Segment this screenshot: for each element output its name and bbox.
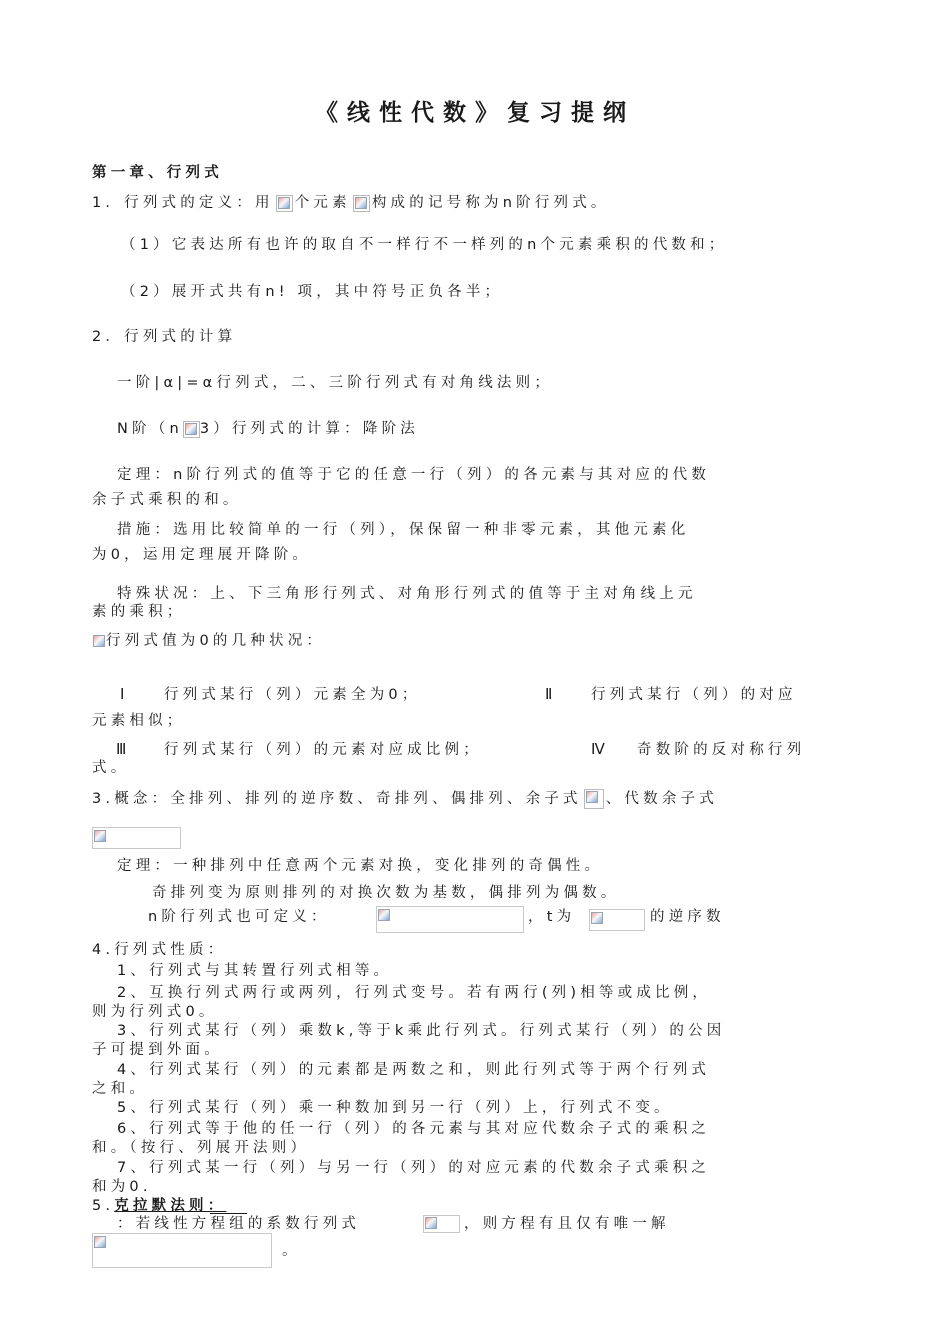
zero-case-2-continued: 元素相似； (92, 713, 186, 729)
roman-numeral-4: Ⅳ (591, 742, 610, 758)
formula-image-box (92, 1233, 272, 1268)
property-4-line-2: 之和。 (92, 1081, 149, 1097)
formula-image-box (92, 827, 181, 849)
alt-definition-text-b: ，t为 (528, 909, 576, 925)
properties-heading: 4.行列式性质： (92, 942, 227, 958)
zero-case-1: 行列式某行（列）元素全为0； (164, 687, 421, 703)
concepts-line (92, 789, 718, 809)
n-order-line (117, 420, 419, 438)
property-7-line-2: 和为0. (92, 1179, 152, 1195)
definition-text-b: 个元素 (294, 195, 351, 211)
definition-line (92, 194, 610, 212)
property-7-line-1: 7、行列式某一行（列）与另一行（列）的对应元素的代数余子式乘积之 (117, 1160, 711, 1176)
special-case-line-2: 素的乘积； (92, 604, 186, 620)
roman-numeral-3: Ⅲ (116, 742, 131, 758)
odd-permutation-note: 奇排列变为原则排列的对换次数为基数，偶排列为偶数。 (152, 885, 620, 901)
property-6-line-2: 和。（按行、列展开法则） (92, 1140, 310, 1156)
roman-numeral-1: Ⅰ (120, 687, 129, 703)
alt-definition-text-c: 的逆序数 (650, 909, 725, 925)
cramer-heading (92, 1197, 226, 1215)
zero-cases-heading (92, 632, 325, 650)
definition-point-1: （1）它表达所有也许的取自不一样行不一样列的n个元素乘积的代数和； (121, 237, 728, 253)
document-title: 《线性代数》复习提纲 (315, 100, 635, 126)
cramer-underline-extension (210, 1213, 247, 1214)
zero-case-4-continued: 式。 (92, 760, 130, 776)
property-4-line-1: 4、行列式某行（列）的元素都是两数之和，则此行列式等于两个行列式 (117, 1062, 711, 1078)
broken-image-icon (92, 634, 106, 649)
n-order-text-a: N阶（n (117, 421, 183, 437)
property-2-line-2: 则为行列式0。 (92, 1004, 218, 1020)
formula-image-icon (584, 789, 604, 809)
zero-case-3: 行列式某行（列）的元素对应成比例； (164, 742, 482, 758)
property-2-line-1: 2、互换行列式两行或两列，行列式变号。若有两行(列)相等或成比例， (117, 985, 712, 1001)
permutation-theorem: 定理：一种排列中任意两个元素对换，变化排列的奇偶性。 (117, 858, 604, 874)
roman-numeral-2: Ⅱ (545, 687, 557, 703)
definition-text-a: 1．行列式的定义：用 (92, 195, 274, 211)
formula-image-box (423, 1215, 460, 1233)
alt-definition-text-a: n阶行列式也可定义： (148, 909, 330, 925)
formula-image-icon (183, 421, 200, 438)
method-line-2: 为0，运用定理展开降阶。 (92, 547, 312, 563)
cramer-text-b: ，则方程有且仅有唯一解 (464, 1216, 670, 1232)
special-case-line-1: 特殊状况：上、下三角形行列式、对角形行列式的值等于主对角线上元 (117, 586, 697, 602)
zero-case-2: 行列式某行（列）的对应 (591, 687, 797, 703)
zero-cases-text: 行列式值为0的几种状况： (106, 633, 326, 649)
theorem-line-2: 余子式乘积的和。 (92, 492, 242, 508)
formula-image-box (376, 906, 524, 933)
definition-text-c: 构成的记号称为n阶行列式。 (371, 195, 610, 211)
definition-point-2: （2）展开式共有n! 项，其中符号正负各半； (121, 284, 504, 300)
formula-image-icon (353, 195, 370, 212)
formula-image-box (589, 909, 645, 931)
low-order-rule: 一阶|α|=α行列式，二、三阶行列式有对角线法则； (117, 375, 554, 391)
zero-case-4: 奇数阶的反对称行列 (637, 742, 806, 758)
cramer-text-a: ：若线性方程组的系数行列式 (117, 1216, 361, 1232)
theorem-line-1: 定理：n阶行列式的值等于它的任意一行（列）的各元素与其对应的代数 (117, 467, 711, 483)
method-line-1: 措施：选用比较简单的一行（列），保保留一种非零元素，其他元素化 (117, 522, 690, 538)
concepts-text-b: 、代数余子式 (605, 791, 718, 807)
property-1: 1、行列式与其转置行列式相等。 (117, 963, 393, 979)
section-heading-calculation: 2．行列式的计算 (92, 329, 237, 345)
property-3-line-2: 子可提到外面。 (92, 1042, 223, 1058)
concepts-text-a: 3.概念：全排列、排列的逆序数、奇排列、偶排列、余子式 (92, 791, 582, 807)
n-order-text-b: 3）行列式的计算：降阶法 (199, 421, 419, 437)
cramer-number: 5. (92, 1198, 115, 1214)
property-6-line-1: 6、行列式等于他的任一行（列）的各元素与其对应代数余子式的乘积之 (117, 1121, 711, 1137)
property-5: 5、行列式某行（列）乘一种数加到另一行（列）上，行列式不变。 (117, 1100, 673, 1116)
property-3-line-1: 3、行列式某行（列）乘数k,等于k乘此行列式。行列式某行（列）的公因 (117, 1023, 726, 1039)
cramer-title: 克拉默法则： (114, 1198, 227, 1214)
chapter-heading: 第一章、行列式 (92, 165, 223, 181)
formula-image-icon (276, 195, 293, 212)
cramer-end: 。 (282, 1243, 301, 1259)
